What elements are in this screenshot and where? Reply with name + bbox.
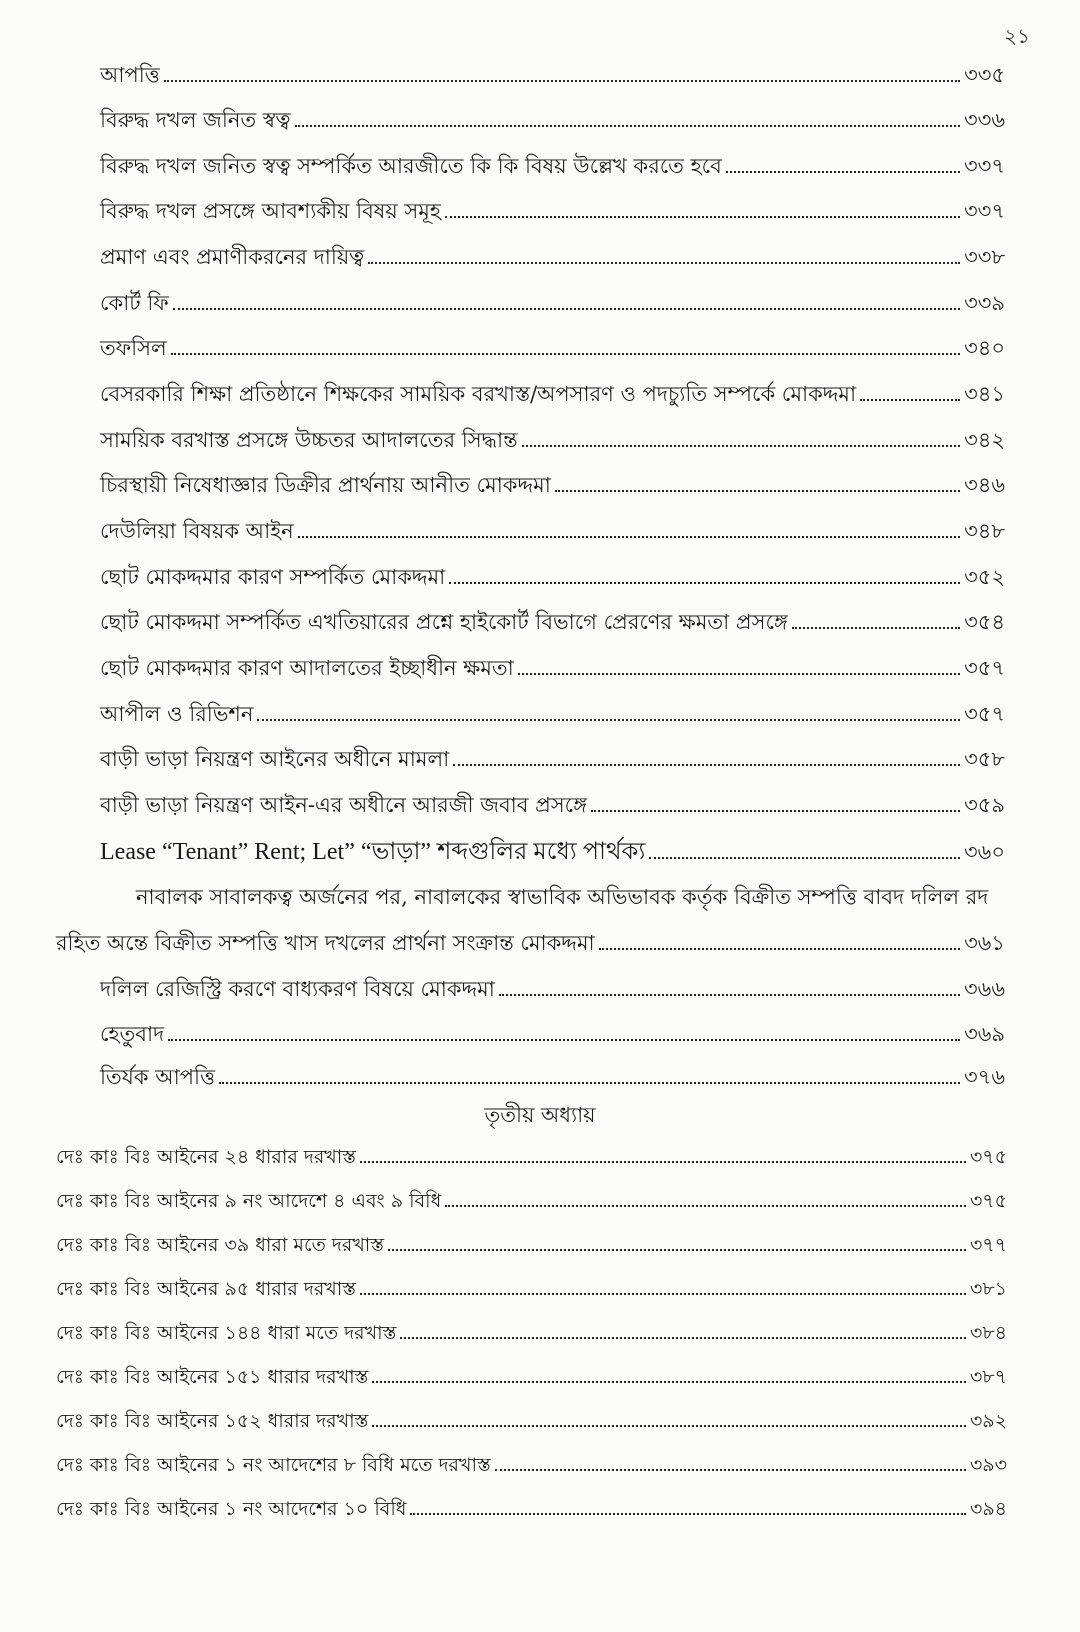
toc-entry — [100, 103, 1005, 137]
toc-entry-title: ছোট মোকদ্দমা সম্পর্কিত এখতিয়ারের প্রশ্নে হাইকোর্ট বিভাগে প্রেরণের ক্ষমতা প্রসঙ্গে — [100, 610, 788, 634]
toc-entry-title: বিরুদ্ধ দখল জনিত স্বত্ব সম্পর্কিত আরজীতে কি কি বিষয় উল্লেখ করতে হবে — [100, 154, 722, 178]
toc-entry-title: Lease “Tenant” Rent; Let” “ভাড়া” শব্দগুলির মধ্যে পার্থক্য — [100, 839, 646, 865]
toc-entry-title: দেউলিয়া বিষয়ক আইন — [100, 519, 294, 543]
toc-entry — [100, 605, 1005, 639]
toc-entry — [56, 926, 1005, 960]
toc-entry — [100, 58, 1005, 92]
toc-entry — [100, 697, 1005, 731]
toc-entry — [100, 194, 1005, 228]
toc-entry-title: তির্যক আপত্তি — [100, 1065, 216, 1089]
toc-entry-page: ৩৪৮ — [964, 519, 1005, 543]
page-number: ২১ — [1004, 24, 1030, 48]
toc-entry-page: ৩৭৫ — [969, 1190, 1007, 1212]
chapter-heading: তৃতীয় অধ্যায় — [484, 1103, 596, 1127]
toc-entry — [100, 835, 1005, 869]
toc-entry — [100, 742, 1005, 776]
toc-entry-title: হেতুবাদ — [100, 1022, 165, 1046]
toc-entry — [56, 1140, 1007, 1174]
dot-leader — [792, 626, 960, 629]
toc-entry-title-line2: রহিত অন্তে বিক্রীত সম্পত্তি খাস দখলের প্রার্থনা সংক্রান্ত মোকদ্দমা — [56, 931, 595, 955]
toc-entry-title: বাড়ী ভাড়া নিয়ন্ত্রণ আইন-এর অধীনে আরজী জবাব প্রসঙ্গে — [100, 793, 588, 817]
dot-leader — [400, 1336, 966, 1339]
toc-entry-title: কোর্ট ফি — [100, 291, 169, 315]
dot-leader — [372, 1380, 966, 1383]
toc-entry-page: ৩৭৬ — [964, 1065, 1005, 1089]
toc-entry-title: তফসিল — [100, 336, 167, 360]
dot-leader — [388, 1248, 966, 1251]
toc-entry-page: ৩৫৭ — [964, 656, 1005, 680]
dot-leader — [164, 79, 960, 82]
toc-entry-page: ৩৪৬ — [964, 473, 1005, 497]
toc-entry-page: ৩৬৬ — [964, 977, 1005, 1001]
toc-entry-page: ৩৪১ — [964, 382, 1005, 406]
toc-entry — [100, 240, 1005, 274]
toc-entry-title: দেঃ কাঃ বিঃ আইনের ১ নং আদেশের ১০ বিধি — [56, 1498, 407, 1520]
toc-entry-page: ৩৬০ — [964, 840, 1005, 864]
toc-entry-title: দেঃ কাঃ বিঃ আইনের ৯৫ ধারার দরখাস্ত — [56, 1278, 356, 1300]
toc-entry-title: দেঃ কাঃ বিঃ আইনের ২৪ ধারার দরখাস্ত — [56, 1146, 356, 1168]
dot-leader — [599, 947, 960, 950]
toc-entry-page: ৩৫৭ — [964, 702, 1005, 726]
toc-entry — [100, 1017, 1005, 1051]
dot-leader — [171, 352, 960, 355]
toc-entry-page: ৩৮৭ — [969, 1366, 1007, 1388]
toc-entry-title: ছোট মোকদ্দমার কারণ সম্পর্কিত মোকদ্দমা — [100, 565, 446, 589]
dot-leader — [168, 1038, 960, 1041]
dot-leader — [295, 124, 961, 127]
toc-entry-title: দেঃ কাঃ বিঃ আইনের ১ নং আদেশের ৮ বিধি মতে দরখাস্ত — [56, 1454, 491, 1476]
toc-entry — [100, 514, 1005, 548]
toc-entry-page: ৩৯২ — [969, 1410, 1007, 1432]
toc-entry — [100, 286, 1005, 320]
toc-entry-page: ৩৫৯ — [964, 793, 1005, 817]
toc-entry — [56, 1272, 1007, 1306]
dot-leader — [649, 856, 960, 859]
toc-entry — [100, 1060, 1005, 1094]
toc-entry-page: ৩৩৬ — [964, 108, 1005, 132]
dot-leader — [368, 261, 960, 264]
dot-leader — [410, 1512, 966, 1515]
toc-entry-title-line1: নাবালক সাবালকত্ব অর্জনের পর, নাবালকের স্বাভাবিক অভিভাবক কর্তৃক বিক্রীত সম্পত্তি বাবদ দলিল রদ — [136, 885, 989, 909]
toc-entry-page: ৩৯৩ — [969, 1454, 1007, 1476]
dot-leader — [298, 535, 960, 538]
toc-entry-title: দেঃ কাঃ বিঃ আইনের ৯ নং আদেশে ৪ এবং ৯ বিধি — [56, 1190, 442, 1212]
toc-entry-page: ৩৭৫ — [969, 1146, 1007, 1168]
dot-leader — [726, 170, 960, 173]
dot-leader — [518, 672, 960, 675]
toc-entry-title: দেঃ কাঃ বিঃ আইনের ১৫২ ধারার দরখাস্ত — [56, 1410, 369, 1432]
toc-entry-title: দলিল রেজিস্ট্রি করণে বাধ্যকরণ বিষয়ে মোকদ্দমা — [100, 977, 495, 1001]
dot-leader — [257, 718, 960, 721]
toc-entry — [56, 1316, 1007, 1350]
toc-entry — [56, 1184, 1007, 1218]
toc-entry-page: ৩৩৭ — [964, 154, 1005, 178]
toc-entry-title: আপীল ও রিভিশন — [100, 702, 254, 726]
toc-entry — [100, 788, 1005, 822]
toc-entry — [100, 468, 1005, 502]
toc-entry — [56, 1448, 1007, 1482]
toc-entry-page: ৩৩৭ — [964, 199, 1005, 223]
toc-entry — [56, 1404, 1007, 1438]
dot-leader — [555, 489, 960, 492]
dot-leader — [445, 215, 960, 218]
toc-entry — [100, 331, 1005, 365]
toc-entry-title: সাময়িক বরখাস্ত প্রসঙ্গে উচ্চতর আদালতের সিদ্ধান্ত — [100, 428, 518, 452]
toc-entry-page: ৩৪২ — [964, 428, 1005, 452]
toc-entry-title: বাড়ী ভাড়া নিয়ন্ত্রণ আইনের অধীনে মামলা — [100, 747, 450, 771]
toc-entry-title: প্রমাণ এবং প্রমাণীকরনের দায়িত্ব — [100, 245, 365, 269]
toc-entry — [100, 972, 1005, 1006]
toc-entry-page: ৩৮১ — [969, 1278, 1007, 1300]
dot-leader — [860, 398, 960, 401]
dot-leader — [449, 581, 960, 584]
toc-entry-page: ৩৭৭ — [969, 1234, 1007, 1256]
toc-entry-title: ছোট মোকদ্দমার কারণ আদালতের ইচ্ছাধীন ক্ষমতা — [100, 656, 514, 680]
dot-leader — [372, 1424, 966, 1427]
toc-entry-title: চিরস্থায়ী নিষেধাজ্ঞার ডিক্রীর প্রার্থনায় আনীত মোকদ্দমা — [100, 473, 551, 497]
toc-entry-title: দেঃ কাঃ বিঃ আইনের ১৪৪ ধারা মতে দরখাস্ত — [56, 1322, 397, 1344]
toc-entry-title: দেঃ কাঃ বিঃ আইনের ১৫১ ধারার দরখাস্ত — [56, 1366, 369, 1388]
toc-entry-title: বেসরকারি শিক্ষা প্রতিষ্ঠানে শিক্ষকের সাময়িক বরখাস্ত/অপসারণ ও পদচ্যুতি সম্পর্কে মোকদ্দমা — [100, 382, 857, 406]
dot-leader — [360, 1292, 966, 1295]
toc-entry — [56, 1492, 1007, 1526]
toc-entry-title: দেঃ কাঃ বিঃ আইনের ৩৯ ধারা মতে দরখাস্ত — [56, 1234, 384, 1256]
toc-entry — [100, 651, 1005, 685]
toc-entry-page: ৩৪০ — [964, 336, 1005, 360]
toc-entry — [100, 560, 1005, 594]
toc-entry — [100, 149, 1005, 183]
toc-entry-title: বিরুদ্ধ দখল প্রসঙ্গে আবশ্যকীয় বিষয় সমূহ — [100, 199, 441, 223]
toc-entry — [56, 1360, 1007, 1394]
dot-leader — [522, 444, 960, 447]
toc-entry-page: ৩৩৮ — [964, 245, 1005, 269]
dot-leader — [219, 1081, 960, 1084]
toc-entry-page: ৩৬১ — [964, 931, 1005, 955]
toc-entry-page: ৩৫৪ — [964, 610, 1005, 634]
dot-leader — [360, 1160, 966, 1163]
toc-entry-page: ৩৬৯ — [964, 1022, 1005, 1046]
toc-entry-page: ৩৫২ — [964, 565, 1005, 589]
toc-entry-page: ৩৫৮ — [964, 747, 1005, 771]
toc-entry-page: ৩৯৪ — [969, 1498, 1007, 1520]
dot-leader — [591, 809, 960, 812]
toc-entry — [56, 1228, 1007, 1262]
dot-leader — [173, 307, 960, 310]
toc-entry-page: ৩৩৫ — [964, 63, 1005, 87]
dot-leader — [445, 1204, 966, 1207]
dot-leader — [499, 993, 960, 996]
dot-leader — [453, 763, 960, 766]
toc-entry-page: ৩৩৯ — [964, 291, 1005, 315]
dot-leader — [495, 1468, 966, 1471]
toc-entry-title: বিরুদ্ধ দখল জনিত স্বত্ব — [100, 108, 291, 132]
toc-entry-title: আপত্তি — [100, 63, 160, 87]
toc-entry — [100, 377, 1005, 411]
toc-entry — [100, 423, 1005, 457]
toc-entry-page: ৩৮৪ — [969, 1322, 1007, 1344]
